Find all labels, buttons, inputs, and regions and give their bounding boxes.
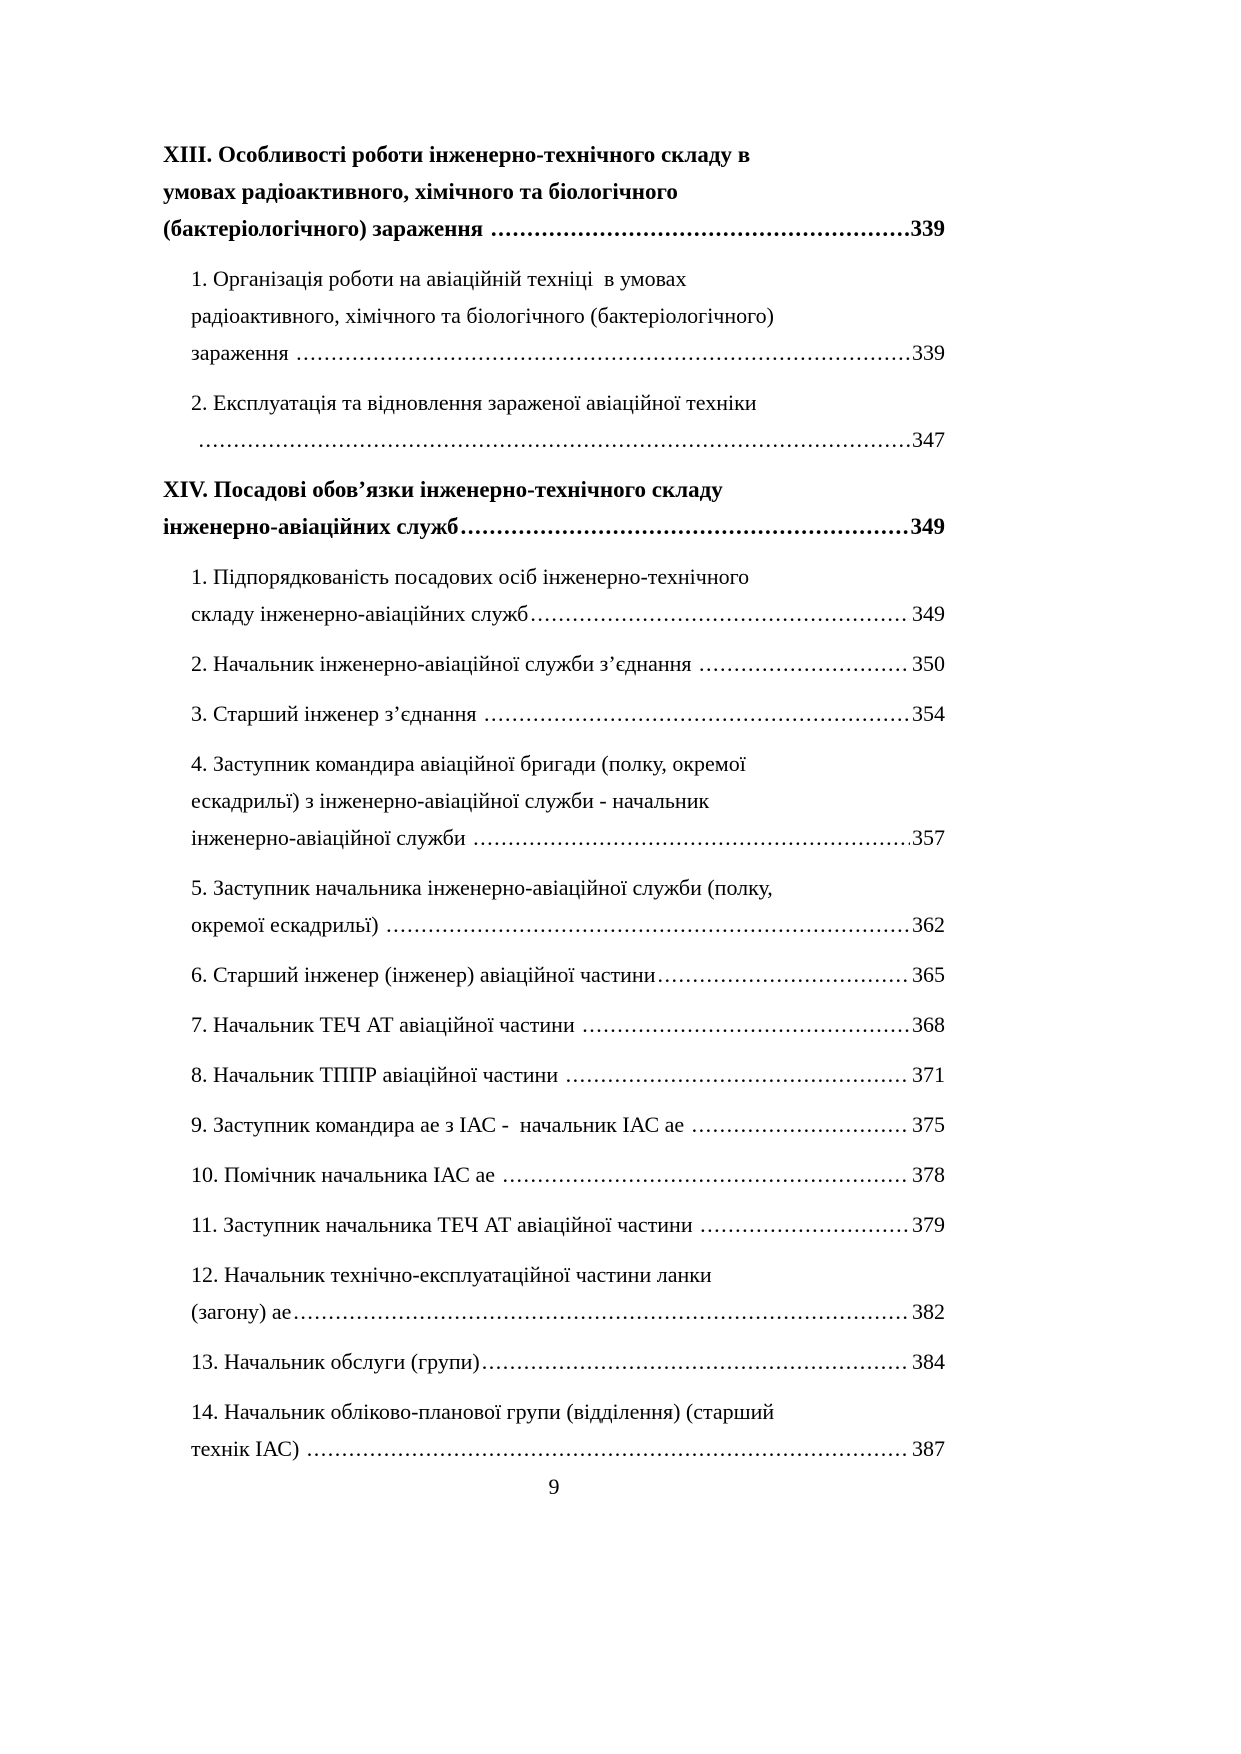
toc-entry-lastline [163, 508, 945, 545]
toc-entry-text: 11. Заступник начальника ТЕЧ АТ авіаційної частини [191, 1212, 699, 1237]
toc-entry-text: зараження [191, 340, 295, 365]
toc-entry-text: 8. Начальник ТППР авіаційної частини [191, 1062, 564, 1087]
toc-page-number: 368 [912, 1012, 945, 1037]
toc-entry-line: 14. Начальник обліково-планової групи (відділення) (старший [191, 1399, 775, 1424]
toc-page-number: 357 [912, 825, 945, 850]
footer-page-number: 9 [548, 1474, 560, 1499]
toc-section-entry [163, 136, 945, 247]
toc-item-entry [163, 1343, 945, 1380]
toc-entry-lastline [191, 1106, 945, 1143]
dot-leader [307, 1430, 910, 1467]
toc-item-entry [163, 1206, 945, 1243]
toc-entry-lastline [191, 645, 945, 682]
dot-leader [482, 1343, 910, 1380]
toc-entry-lastline [191, 421, 945, 458]
toc-entry-text: окремої ескадрильї) [191, 912, 385, 937]
toc-item-entry [163, 384, 945, 458]
toc-entry-lastline [191, 595, 945, 632]
dot-leader [491, 210, 909, 247]
toc-entry-lastline [191, 1343, 945, 1380]
toc-page-number: 354 [912, 701, 945, 726]
toc-entry-line: 5. Заступник начальника інженерно-авіаційної служби (полку, [191, 875, 773, 900]
toc-page-number: 382 [912, 1299, 945, 1324]
toc-item-entry [163, 869, 945, 943]
toc-entry-line: умовах радіоактивного, хімічного та біологічного [163, 179, 678, 204]
toc-entry-text: 9. Заступник командира ае з ІАС - начальник ІАС ае [191, 1112, 690, 1137]
toc-entry-lastline [191, 819, 945, 856]
toc-page-number: 387 [912, 1436, 945, 1461]
toc-entry-lastline [191, 1206, 945, 1243]
toc-item-entry [163, 645, 945, 682]
dot-leader [386, 906, 910, 943]
dot-leader [566, 1056, 910, 1093]
toc-entry-lastline [191, 1430, 945, 1467]
toc-item-entry [163, 1156, 945, 1193]
toc-page-number: 349 [912, 601, 945, 626]
toc-entry-text [191, 421, 197, 458]
toc-entry-lastline [191, 956, 945, 993]
toc-entry-line: 2. Експлуатація та відновлення зараженої авіаційної техніки [191, 390, 757, 415]
toc-entry-line: XIII. Особливості роботи інженерно-технічного складу в [163, 142, 751, 167]
toc-page-number: 365 [912, 962, 945, 987]
toc-section-entry [163, 471, 945, 545]
toc-entry-line: 1. Організація роботи на авіаційній техніці в умовах [191, 266, 687, 291]
dot-leader [502, 1156, 910, 1193]
toc-entry-lastline [191, 1006, 945, 1043]
toc-page-number: 378 [912, 1162, 945, 1187]
toc-item-entry [163, 1256, 945, 1330]
toc-item-entry [163, 695, 945, 732]
toc-entry-text: складу інженерно-авіаційних служб [191, 601, 529, 626]
toc-page-number: 379 [912, 1212, 945, 1237]
toc-page-number: 350 [912, 651, 945, 676]
page-footer [163, 1472, 945, 1502]
toc-item-entry [163, 956, 945, 993]
toc-entry-line: радіоактивного, хімічного та біологічного (бактеріологічного) [191, 303, 774, 328]
toc-entry-lastline [191, 695, 945, 732]
dot-leader [296, 334, 910, 371]
dot-leader [293, 1293, 910, 1330]
toc-entry-text: технік ІАС) [191, 1436, 305, 1461]
toc-item-entry [163, 558, 945, 632]
dot-leader [530, 595, 910, 632]
dot-leader [473, 819, 910, 856]
toc-page-number: 362 [912, 912, 945, 937]
toc-entry-text: (бактеріологічного) зараження [163, 216, 489, 241]
toc-item-entry [163, 260, 945, 371]
toc-entry-text: (загону) ае [191, 1299, 292, 1324]
toc-entry-lastline [191, 1056, 945, 1093]
toc-page-number: 375 [912, 1112, 945, 1137]
toc-entry-lastline [163, 210, 945, 247]
toc-item-entry [163, 1393, 945, 1467]
toc-entry-line: XIV. Посадові обов’язки інженерно-технічного складу [163, 477, 723, 502]
dot-leader [582, 1006, 910, 1043]
toc-page-number: 339 [912, 340, 945, 365]
toc-entry-text: 3. Старший інженер з’єднання [191, 701, 482, 726]
toc-entry-text: 6. Старший інженер (інженер) авіаційної частини [191, 962, 656, 987]
toc-item-entry [163, 1056, 945, 1093]
toc-entry-line: ескадрильї) з інженерно-авіаційної служби - начальник [191, 788, 710, 813]
toc-item-entry [163, 1106, 945, 1143]
toc-item-entry [163, 1006, 945, 1043]
toc-item-entry [163, 745, 945, 856]
toc-entry-lastline [191, 334, 945, 371]
toc-entry-text: інженерно-авіаційної служби [191, 825, 472, 850]
toc-entry-lastline [191, 1156, 945, 1193]
toc-entry-line: 4. Заступник командира авіаційної бригади (полку, окремої [191, 751, 746, 776]
dot-leader [700, 1206, 910, 1243]
toc-entry-lastline [191, 906, 945, 943]
toc-page-number: 347 [912, 427, 945, 452]
dot-leader [199, 421, 911, 458]
toc-entry-text: 10. Помічник начальника ІАС ае [191, 1162, 501, 1187]
toc-entry-line: 1. Підпорядкованість посадових осіб інженерно-технічного [191, 564, 750, 589]
toc-entry-text: 13. Начальник обслуги (групи) [191, 1349, 480, 1374]
table-of-contents [163, 136, 945, 1480]
toc-page-number: 371 [912, 1062, 945, 1087]
toc-page-number: 384 [912, 1349, 945, 1374]
toc-entry-line: 12. Начальник технічно-експлуатаційної частини ланки [191, 1262, 712, 1287]
toc-page-number: 339 [910, 216, 945, 241]
toc-page-number: 349 [910, 514, 945, 539]
toc-entry-text: 2. Начальник інженерно-авіаційної служби з’єднання [191, 651, 697, 676]
dot-leader [657, 956, 910, 993]
toc-entry-text: 7. Начальник ТЕЧ АТ авіаційної частини [191, 1012, 581, 1037]
dot-leader [484, 695, 910, 732]
toc-entry-lastline [191, 1293, 945, 1330]
toc-entry-text: інженерно-авіаційних служб [163, 514, 459, 539]
dot-leader [461, 508, 909, 545]
dot-leader [692, 1106, 910, 1143]
dot-leader [699, 645, 910, 682]
